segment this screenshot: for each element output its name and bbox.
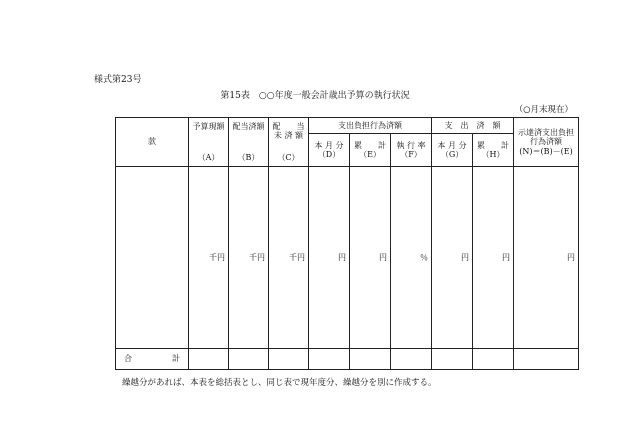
- header-kan: 款: [116, 118, 189, 167]
- header-budget-amount-code: （A）: [197, 152, 220, 162]
- header-unallotted-line1: 配 当: [272, 122, 305, 131]
- total-commitment-cumulative: [350, 349, 391, 370]
- header-commitment-cumulative: [350, 134, 391, 167]
- header-payment-cumulative: [473, 134, 514, 167]
- total-budget: [189, 349, 229, 370]
- header-payment-month-code: （G）: [440, 150, 464, 159]
- header-payment-cumulative-code: （H）: [481, 150, 505, 159]
- header-commitment-group: 支出負担行為済額: [309, 118, 432, 134]
- header-unallotted-line2: 未 済 額: [273, 131, 304, 141]
- table-total-row: [116, 349, 579, 370]
- budget-execution-table: [115, 117, 579, 370]
- header-payment-cumulative-label: 累 計: [477, 140, 510, 150]
- total-label-left: 合: [124, 354, 132, 364]
- unit-payment-month: 円: [432, 167, 473, 349]
- as-of-date: （○月末現在）: [514, 105, 573, 115]
- header-unallotted-amount-code: （C）: [277, 152, 300, 162]
- unit-unallotted: 千円: [269, 167, 309, 349]
- header-execution-rate-label: 執 行 率: [396, 140, 426, 150]
- unit-execution-rate: ％: [391, 167, 432, 349]
- header-unpaid-commitment: [514, 118, 579, 167]
- header-commitment-month-label: 本 月 分: [314, 140, 344, 150]
- table-body-row: [116, 167, 579, 349]
- unit-allotted: 千円: [229, 167, 269, 349]
- header-payment-month: [432, 134, 473, 167]
- total-commitment-month: [309, 349, 350, 370]
- header-unpaid-line2: 行為済額: [530, 137, 563, 147]
- unit-budget: 千円: [189, 167, 229, 349]
- header-execution-rate: [391, 134, 432, 167]
- header-payment-month-label: 本 月 分: [437, 140, 467, 150]
- header-payment-group: 支 出 済 額: [432, 118, 514, 134]
- unit-payment-cumulative: 円: [473, 167, 514, 349]
- header-execution-rate-code: （F）: [400, 150, 422, 159]
- header-commitment-cumulative-code: （E）: [359, 150, 381, 159]
- unit-commitment-month: 円: [309, 167, 350, 349]
- header-budget-amount-label: 予算現額: [192, 122, 225, 131]
- total-allotted: [229, 349, 269, 370]
- total-payment-cumulative: [473, 349, 514, 370]
- document-title: 第15表 ○○年度一般会計歳出予算の執行状況: [220, 91, 410, 101]
- header-allotted-amount-code: （B）: [237, 152, 260, 162]
- body-kan-cell: [116, 167, 189, 349]
- form-number: 様式第23号: [94, 75, 142, 85]
- header-unallotted-amount: [269, 118, 309, 167]
- unit-unpaid-commitment: 円: [514, 167, 579, 349]
- header-commitment-month: [309, 134, 350, 167]
- header-commitment-month-code: （D）: [317, 150, 341, 159]
- footnote: 繰越分があれば、本表を総括表とし、同じ表で現年度分、繰越分を別に作成する。: [122, 378, 437, 388]
- header-unallotted-amount-label: [269, 122, 308, 140]
- header-unpaid-line1: 示達済支出負担: [518, 128, 575, 138]
- total-label-right: 計: [172, 354, 180, 364]
- total-unpaid-commitment: [514, 349, 579, 370]
- total-execution-rate: [391, 349, 432, 370]
- header-allotted-amount-label: 配当済額: [232, 122, 265, 131]
- header-commitment-cumulative-label: 累 計: [354, 140, 386, 150]
- header-budget-amount: [189, 118, 229, 167]
- header-unpaid-line3: (N)＝(B)－(E): [519, 146, 573, 156]
- unit-commitment-cumulative: 円: [350, 167, 391, 349]
- total-payment-month: [432, 349, 473, 370]
- total-unallotted: [269, 349, 309, 370]
- header-allotted-amount: [229, 118, 269, 167]
- total-label-cell: [116, 349, 189, 370]
